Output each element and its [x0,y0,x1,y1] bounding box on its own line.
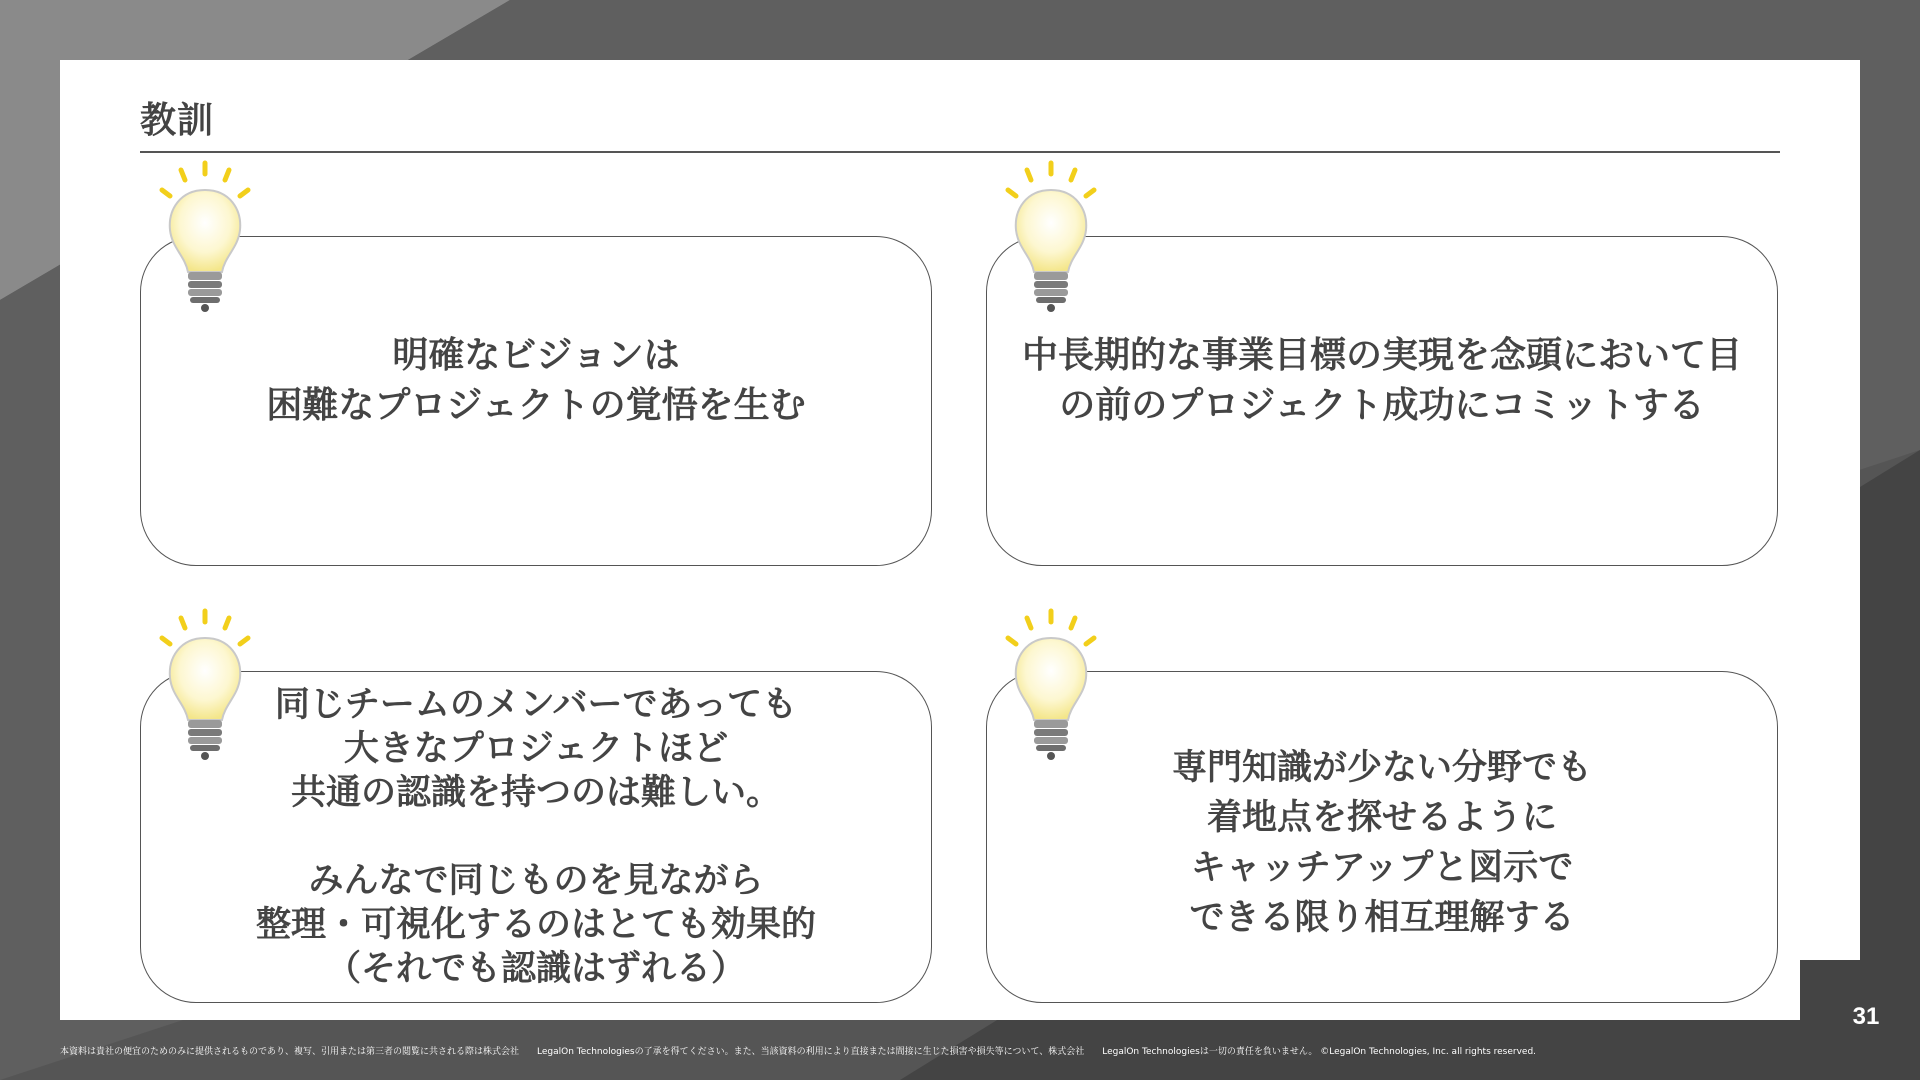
lesson-card-text: 明確なビジョンは 困難なプロジェクトの覚悟を生む [266,335,806,426]
footer-disclaimer: 本資料は貴社の便宜のためのみに提供されるものであり、複写、引用または第三者の閲覧に共される際は株式会社 LegalOn Technologiesの了承を得てください。また、当該資料の利用により直接または間接に生じた損害や損失等について、株式会社 LegalOn Technologiesは一切の責任を負いません。 ©LegalOn Technologies, Inc. all rights reserved. [60,1047,1537,1057]
lightbulb-icon [996,160,1106,320]
lightbulb-icon [150,608,260,768]
page-number: 31 [1852,1003,1880,1030]
lesson-card-text: 同じチームのメンバーであっても 大きなプロジェクトほど 共通の認識を持つのは難しい。 みんなで同じものを見ながら 整理・可視化するのはとても効果的 （それでも認識はずれる） [255,685,816,989]
lesson-card-text: 専門知識が少ない分野でも 着地点を探せるように キャッチアップと図示で できる限り相互理解する [1171,748,1592,938]
title-divider [140,151,1780,153]
slide-title: 教訓 [140,100,215,141]
lightbulb-icon [150,160,260,320]
lightbulb-icon [996,608,1106,768]
lesson-card-text: 中長期的な事業目標の実現を念頭において目 の前のプロジェクト成功にコミットする [1021,335,1742,426]
